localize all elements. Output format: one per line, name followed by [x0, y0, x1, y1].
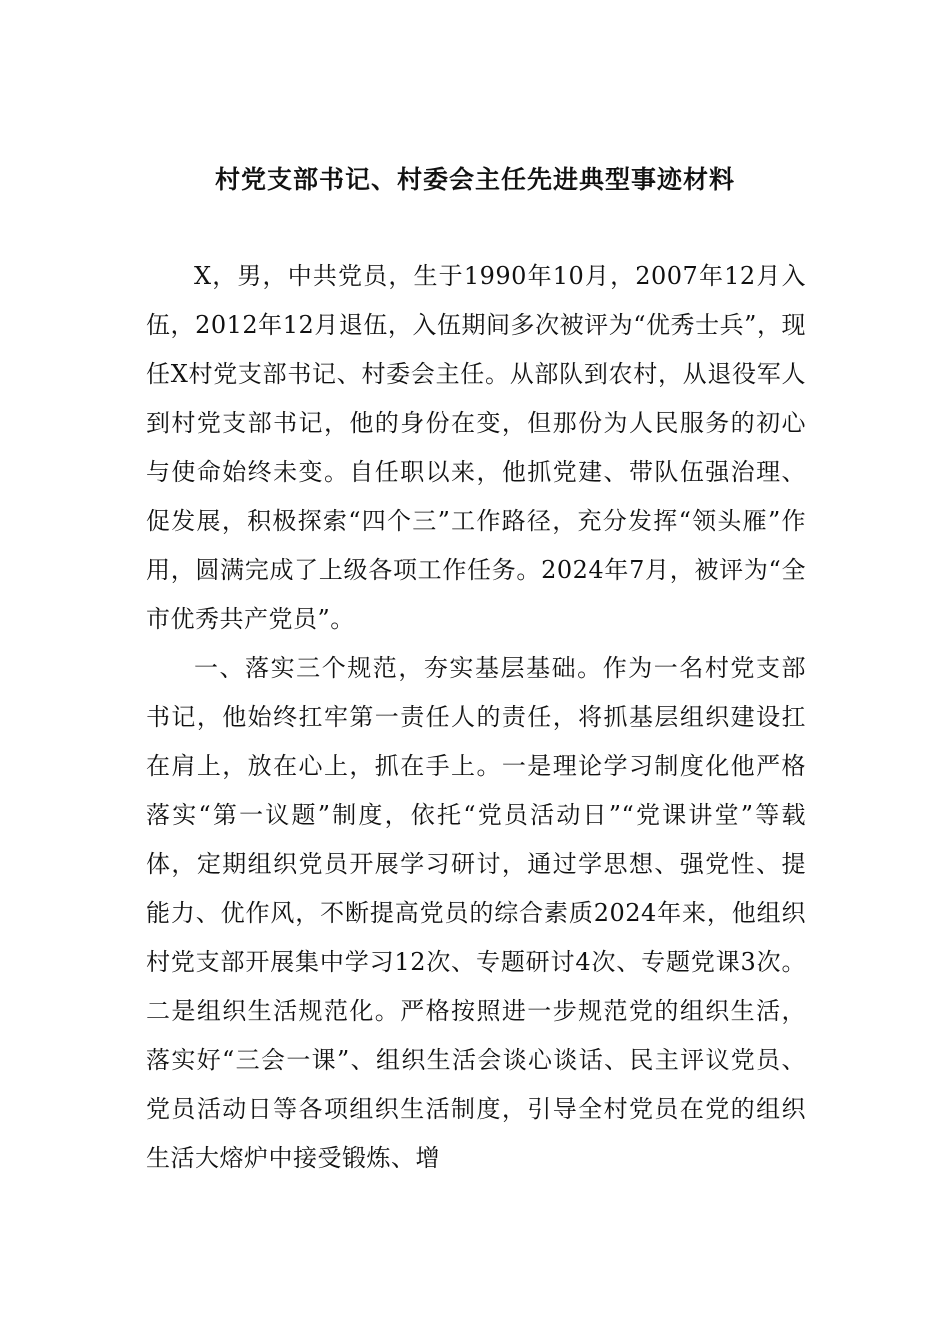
paragraph-intro: X，男，中共党员，生于1990年10月，2007年12月入伍，2012年12月退伍，入伍期间多次被评为“优秀士兵”，现任X村党支部书记、村委会主任。从部队到农村，从退役军人到村党支部书记，他的身份在变，但那份为人民服务的初心与使命始终未变。自任职以来，他抓党建、带队伍强治理、促发展，积极探索“四个三”工作路径，充分发挥“领头雁”作用，圆满完成了上级各项工作任务。2024年7月，被评为“全市优秀共产党员”。 [146, 262, 806, 633]
paragraph-section-one: 一、落实三个规范，夯实基层基础。作为一名村党支部书记，他始终扛牢第一责任人的责任，将抓基层组织建设扛在肩上，放在心上，抓在手上。一是理论学习制度化他严格落实“第一议题”制度，依托“党员活动日”“党课讲堂”等载体，定期组织党员开展学习研讨，通过学思想、强党性、提能力、优作风，不断提高党员的综合素质2024年来，他组织村党支部开展集中学习12次、专题研讨4次、专题党课3次。二是组织生活规范化。严格按照进一步规范党的组织生活，落实好“三会一课”、组织生活会谈心谈话、民主评议党员、党员活动日等各项组织生活制度，引导全村党员在党的组织生活大熔炉中接受锻炼、增 [146, 654, 806, 1172]
document-title: 村党支部书记、村委会主任先进典型事迹材料 [214, 165, 735, 194]
document-body [146, 252, 806, 1183]
